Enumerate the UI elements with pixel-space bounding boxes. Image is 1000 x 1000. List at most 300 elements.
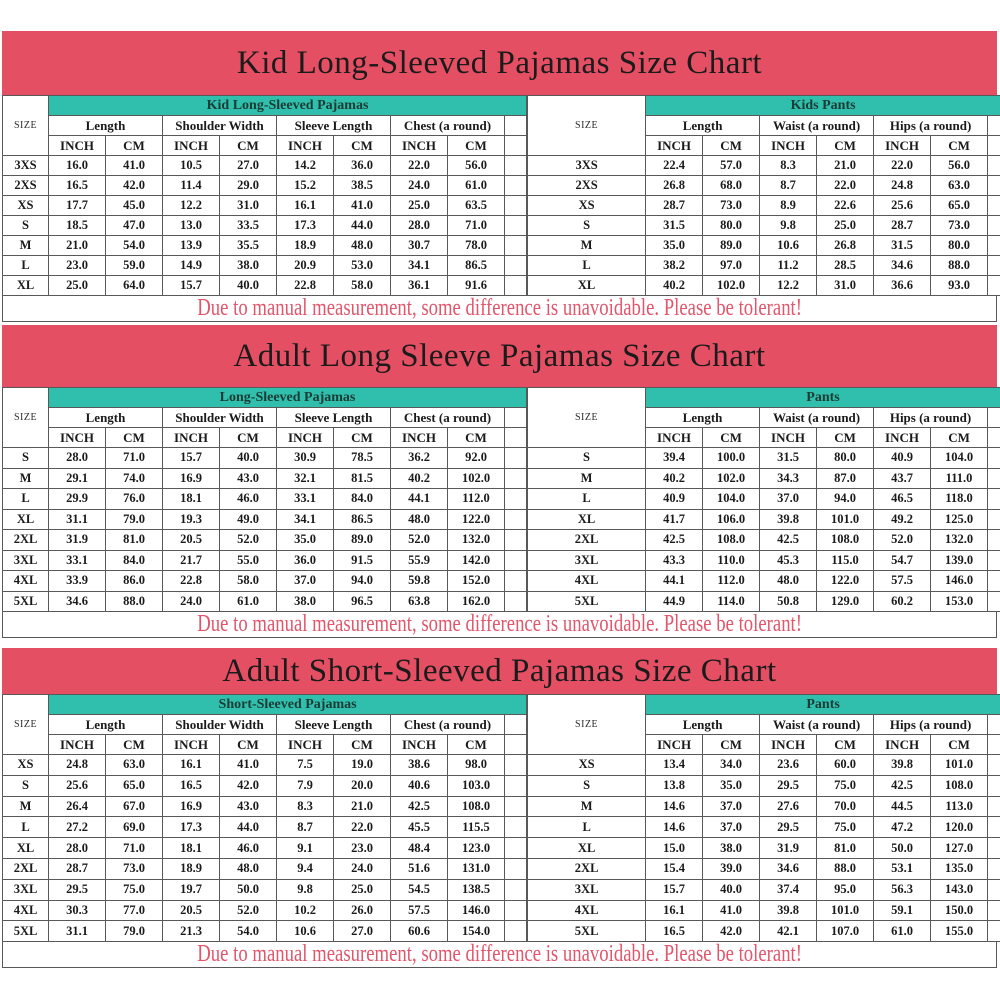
measurement-value: 10.6 [277, 921, 334, 942]
measurement-value: 34.1 [277, 509, 334, 530]
measurement-value: 14.6 [646, 817, 703, 838]
table-row [3, 236, 527, 256]
measurement-value: 16.5 [163, 775, 220, 796]
measurement-value: 146.0 [931, 571, 988, 592]
measurement-value: 153.0 [931, 591, 988, 612]
measurement-value: 155.0 [931, 921, 988, 942]
spacer-cell [988, 216, 1000, 236]
measurement-value: 113.0 [931, 796, 988, 817]
measurement-value: 108.0 [817, 530, 874, 551]
measurement-value: 38.2 [646, 256, 703, 276]
measurement-value: 106.0 [703, 509, 760, 530]
table-row [528, 879, 1000, 900]
measurement-value: 65.0 [931, 196, 988, 216]
size-column-header: SIZE [528, 96, 646, 156]
spacer-cell [505, 838, 527, 859]
table-header-band: Long-Sleeved Pajamas [49, 388, 527, 408]
unit-header: CM [931, 136, 988, 156]
measurement-value: 131.0 [448, 858, 505, 879]
measure-group-header: Hips (a round) [874, 116, 988, 136]
measurement-value: 27.0 [334, 921, 391, 942]
measurement-value: 34.6 [49, 591, 106, 612]
table-row [3, 530, 527, 551]
measurement-value: 37.0 [277, 571, 334, 592]
disclaimer-row [2, 611, 997, 638]
spacer-cell [505, 489, 527, 510]
measurement-value: 38.5 [334, 176, 391, 196]
size-label: 4XL [528, 900, 646, 921]
measurement-value: 75.0 [106, 879, 163, 900]
measurement-value: 67.0 [106, 796, 163, 817]
measurement-value: 12.2 [163, 196, 220, 216]
table-row [528, 196, 1000, 216]
size-label: 2XL [528, 530, 646, 551]
size-label: XL [3, 838, 49, 859]
measurement-value: 24.0 [391, 176, 448, 196]
measurement-value: 108.0 [703, 530, 760, 551]
unit-header: INCH [163, 428, 220, 448]
measurement-value: 111.0 [931, 468, 988, 489]
measurement-value: 16.1 [646, 900, 703, 921]
measurement-value: 42.5 [391, 796, 448, 817]
measurement-value: 125.0 [931, 509, 988, 530]
size-label: L [528, 256, 646, 276]
table-row [528, 489, 1000, 510]
unit-header: INCH [391, 735, 448, 755]
measurement-value: 73.0 [931, 216, 988, 236]
measurement-value: 8.3 [760, 156, 817, 176]
table-row [528, 755, 1000, 776]
measurement-value: 40.2 [391, 468, 448, 489]
measurement-value: 56.0 [448, 156, 505, 176]
measurement-value: 33.1 [277, 489, 334, 510]
measurement-value: 55.0 [220, 550, 277, 571]
measurement-value: 139.0 [931, 550, 988, 571]
measurement-value: 143.0 [931, 879, 988, 900]
spacer-cell [988, 591, 1000, 612]
spacer-cell [988, 176, 1000, 196]
measurement-value: 14.9 [163, 256, 220, 276]
measurement-value: 22.8 [277, 276, 334, 296]
measurement-value: 22.4 [646, 156, 703, 176]
measurement-value: 15.7 [646, 879, 703, 900]
measurement-value: 18.1 [163, 838, 220, 859]
unit-header: INCH [874, 136, 931, 156]
measurement-value: 36.0 [334, 156, 391, 176]
measurement-value: 39.8 [760, 509, 817, 530]
table-row [528, 256, 1000, 276]
size-label: S [3, 216, 49, 236]
measurement-value: 41.7 [646, 509, 703, 530]
measurement-value: 26.4 [49, 796, 106, 817]
measurement-value: 29.5 [760, 775, 817, 796]
measurement-value: 26.0 [334, 900, 391, 921]
measurement-value: 81.0 [106, 530, 163, 551]
measurement-value: 19.7 [163, 879, 220, 900]
measurement-value: 37.0 [703, 817, 760, 838]
table-row [3, 755, 527, 776]
spacer-cell [505, 256, 527, 276]
measurement-value: 13.0 [163, 216, 220, 236]
size-label: XL [3, 509, 49, 530]
spacer-cell [988, 448, 1000, 469]
measurement-value: 39.8 [760, 900, 817, 921]
spacer-cell [988, 116, 1000, 136]
measurement-value: 23.6 [760, 755, 817, 776]
measurement-value: 20.9 [277, 256, 334, 276]
spacer-cell [988, 550, 1000, 571]
measure-group-header: Waist (a round) [760, 715, 874, 735]
size-label: 3XL [528, 550, 646, 571]
measurement-value: 58.0 [334, 276, 391, 296]
spacer-cell [505, 428, 527, 448]
size-label: L [3, 256, 49, 276]
measurement-value: 38.0 [220, 256, 277, 276]
measurement-value: 45.0 [106, 196, 163, 216]
measurement-value: 84.0 [334, 489, 391, 510]
table-row [528, 530, 1000, 551]
measurement-value: 31.5 [646, 216, 703, 236]
unit-header: INCH [760, 428, 817, 448]
unit-header: INCH [646, 136, 703, 156]
table-row [528, 858, 1000, 879]
section-adult-long-sleeve [2, 325, 997, 638]
table-row [528, 571, 1000, 592]
measurement-value: 57.5 [391, 900, 448, 921]
spacer-cell [505, 136, 527, 156]
size-label: 2XL [3, 858, 49, 879]
measurement-value: 40.0 [220, 448, 277, 469]
measurement-value: 15.4 [646, 858, 703, 879]
spacer-cell [505, 176, 527, 196]
measurement-value: 104.0 [931, 448, 988, 469]
measurement-value: 21.7 [163, 550, 220, 571]
measurement-value: 40.6 [391, 775, 448, 796]
spacer-cell [505, 116, 527, 136]
measurement-value: 89.0 [334, 530, 391, 551]
spacer-cell [988, 817, 1000, 838]
measurement-value: 35.0 [703, 775, 760, 796]
spacer-cell [988, 489, 1000, 510]
size-label: 2XL [528, 858, 646, 879]
measurement-value: 13.4 [646, 755, 703, 776]
measurement-value: 54.0 [106, 236, 163, 256]
size-label: 2XL [3, 530, 49, 551]
measure-group-header: Chest (a round) [391, 408, 505, 428]
measurement-value: 28.7 [646, 196, 703, 216]
measurement-value: 41.0 [106, 156, 163, 176]
measurement-value: 24.8 [874, 176, 931, 196]
size-label: S [528, 775, 646, 796]
measurement-value: 20.0 [334, 775, 391, 796]
measurement-value: 39.0 [703, 858, 760, 879]
measurement-value: 42.5 [646, 530, 703, 551]
spacer-cell [505, 775, 527, 796]
measurement-value: 52.0 [220, 530, 277, 551]
spacer-cell [505, 156, 527, 176]
spacer-cell [988, 156, 1000, 176]
measurement-value: 41.0 [703, 900, 760, 921]
table-row [528, 276, 1000, 296]
measurement-value: 31.0 [220, 196, 277, 216]
table-row [528, 550, 1000, 571]
measurement-value: 43.0 [220, 468, 277, 489]
measure-group-header: Length [646, 715, 760, 735]
table-row [3, 571, 527, 592]
unit-header: CM [448, 735, 505, 755]
measurement-value: 36.1 [391, 276, 448, 296]
measurement-value: 40.2 [646, 468, 703, 489]
measurement-value: 15.7 [163, 448, 220, 469]
measurement-value: 20.5 [163, 530, 220, 551]
measurement-value: 16.5 [646, 921, 703, 942]
spacer-cell [505, 591, 527, 612]
measurement-value: 87.0 [817, 468, 874, 489]
measurement-value: 110.0 [703, 550, 760, 571]
measurement-value: 44.0 [220, 817, 277, 838]
measurement-value: 42.0 [106, 176, 163, 196]
spacer-cell [988, 879, 1000, 900]
measurement-value: 53.0 [334, 256, 391, 276]
measurement-value: 38.0 [277, 591, 334, 612]
spacer-cell [505, 530, 527, 551]
measurement-value: 50.0 [220, 879, 277, 900]
measurement-value: 55.9 [391, 550, 448, 571]
table-row [3, 276, 527, 296]
measurement-value: 118.0 [931, 489, 988, 510]
size-label: 5XL [3, 591, 49, 612]
measurement-value: 25.0 [49, 276, 106, 296]
measurement-value: 91.5 [334, 550, 391, 571]
table-row [528, 775, 1000, 796]
measurement-value: 77.0 [106, 900, 163, 921]
table-row [3, 468, 527, 489]
table-row [3, 448, 527, 469]
table-row [3, 817, 527, 838]
measurement-value: 44.1 [646, 571, 703, 592]
measurement-value: 58.0 [220, 571, 277, 592]
measurement-value: 69.0 [106, 817, 163, 838]
measurement-value: 48.0 [760, 571, 817, 592]
measurement-value: 47.2 [874, 817, 931, 838]
measurement-value: 27.0 [220, 156, 277, 176]
spacer-cell [505, 509, 527, 530]
measurement-value: 20.5 [163, 900, 220, 921]
measurement-value: 10.5 [163, 156, 220, 176]
measurement-value: 56.0 [931, 156, 988, 176]
table-header-band: Kid Long-Sleeved Pajamas [49, 96, 527, 116]
table-row [3, 176, 527, 196]
size-label: L [528, 817, 646, 838]
measurement-value: 22.0 [391, 156, 448, 176]
unit-header: CM [220, 136, 277, 156]
measure-group-header: Waist (a round) [760, 116, 874, 136]
measurement-value: 142.0 [448, 550, 505, 571]
measurement-value: 18.1 [163, 489, 220, 510]
measurement-value: 102.0 [448, 468, 505, 489]
measurement-value: 86.5 [334, 509, 391, 530]
measurement-value: 95.0 [817, 879, 874, 900]
measurement-value: 154.0 [448, 921, 505, 942]
size-label: XL [528, 276, 646, 296]
measurement-value: 122.0 [817, 571, 874, 592]
measurement-value: 25.0 [817, 216, 874, 236]
section-title: Adult Long Sleeve Pajamas Size Chart [233, 337, 766, 374]
measurement-value: 98.0 [448, 755, 505, 776]
size-label: L [3, 489, 49, 510]
measurement-value: 127.0 [931, 838, 988, 859]
measurement-value: 29.5 [760, 817, 817, 838]
measurement-value: 57.5 [874, 571, 931, 592]
measurement-value: 11.4 [163, 176, 220, 196]
measurement-value: 16.0 [49, 156, 106, 176]
unit-header: CM [931, 428, 988, 448]
spacer-cell [988, 256, 1000, 276]
measurement-value: 152.0 [448, 571, 505, 592]
size-label: S [528, 448, 646, 469]
measurement-value: 75.0 [817, 817, 874, 838]
spacer-cell [988, 428, 1000, 448]
measurement-value: 34.6 [874, 256, 931, 276]
measurement-value: 78.0 [448, 236, 505, 256]
measure-group-header: Waist (a round) [760, 408, 874, 428]
measurement-value: 13.8 [646, 775, 703, 796]
table-header-band: Short-Sleeved Pajamas [49, 695, 527, 715]
measurement-value: 46.5 [874, 489, 931, 510]
unit-header: INCH [277, 428, 334, 448]
measurement-value: 123.0 [448, 838, 505, 859]
measurement-value: 15.2 [277, 176, 334, 196]
unit-header: CM [703, 735, 760, 755]
unit-header: CM [220, 428, 277, 448]
size-label: XS [3, 755, 49, 776]
table-row [3, 196, 527, 216]
measurement-value: 70.0 [817, 796, 874, 817]
measurement-value: 100.0 [703, 448, 760, 469]
section-title-banner [2, 648, 997, 694]
measurement-value: 114.0 [703, 591, 760, 612]
size-label: S [3, 775, 49, 796]
unit-header: INCH [277, 136, 334, 156]
unit-header: INCH [760, 136, 817, 156]
measurement-value: 29.1 [49, 468, 106, 489]
measure-group-header: Shoulder Width [163, 116, 277, 136]
spacer-cell [505, 755, 527, 776]
measurement-value: 81.0 [817, 838, 874, 859]
measurement-value: 101.0 [817, 900, 874, 921]
measurement-value: 129.0 [817, 591, 874, 612]
measurement-value: 40.9 [874, 448, 931, 469]
measurement-value: 17.7 [49, 196, 106, 216]
spacer-cell [988, 408, 1000, 428]
spacer-cell [988, 530, 1000, 551]
spacer-cell [505, 715, 527, 735]
measurement-value: 22.0 [817, 176, 874, 196]
disclaimer-row [2, 295, 997, 322]
size-column-header: SIZE [3, 695, 49, 755]
measure-group-header: Length [49, 116, 163, 136]
table-row [3, 921, 527, 942]
measurement-value: 21.0 [817, 156, 874, 176]
spacer-cell [988, 796, 1000, 817]
section-title-banner [2, 31, 997, 95]
measurement-value: 15.0 [646, 838, 703, 859]
table-row [3, 796, 527, 817]
measurement-value: 8.7 [277, 817, 334, 838]
measurement-value: 71.0 [106, 448, 163, 469]
measurement-value: 24.0 [163, 591, 220, 612]
measurement-value: 44.5 [874, 796, 931, 817]
size-label: M [3, 468, 49, 489]
section-title: Kid Long-Sleeved Pajamas Size Chart [236, 44, 763, 81]
measurement-value: 12.2 [760, 276, 817, 296]
measurement-value: 71.0 [448, 216, 505, 236]
measurement-value: 48.0 [334, 236, 391, 256]
size-label: 4XL [3, 900, 49, 921]
measurement-value: 35.5 [220, 236, 277, 256]
measure-group-header: Length [49, 408, 163, 428]
disclaimer-row [2, 941, 997, 968]
measurement-value: 28.0 [49, 448, 106, 469]
table-header-band: Kids Pants [646, 96, 1000, 116]
measurement-value: 28.5 [817, 256, 874, 276]
measurement-value: 31.1 [49, 509, 106, 530]
size-column-header: SIZE [3, 96, 49, 156]
table-row [528, 468, 1000, 489]
spacer-cell [988, 735, 1000, 755]
measurement-value: 25.0 [334, 879, 391, 900]
table-row [528, 509, 1000, 530]
size-column-header: SIZE [3, 388, 49, 448]
measurement-value: 101.0 [817, 509, 874, 530]
measurement-value: 54.5 [391, 879, 448, 900]
measurement-value: 48.0 [391, 509, 448, 530]
measurement-value: 9.1 [277, 838, 334, 859]
spacer-cell [505, 858, 527, 879]
unit-header: INCH [163, 136, 220, 156]
unit-header: CM [334, 428, 391, 448]
measurement-value: 150.0 [931, 900, 988, 921]
spacer-cell [988, 509, 1000, 530]
measurement-value: 51.6 [391, 858, 448, 879]
measurement-value: 9.4 [277, 858, 334, 879]
size-label: 3XL [3, 550, 49, 571]
measurement-value: 30.3 [49, 900, 106, 921]
measurement-value: 138.5 [448, 879, 505, 900]
unit-header: INCH [49, 428, 106, 448]
measurement-value: 46.0 [220, 489, 277, 510]
measurement-value: 44.1 [391, 489, 448, 510]
measure-group-header: Shoulder Width [163, 715, 277, 735]
spacer-cell [988, 900, 1000, 921]
measurement-value: 27.6 [760, 796, 817, 817]
measurement-value: 97.0 [703, 256, 760, 276]
unit-header: INCH [646, 428, 703, 448]
spacer-cell [505, 921, 527, 942]
unit-header: CM [448, 136, 505, 156]
measurement-value: 33.5 [220, 216, 277, 236]
measurement-value: 79.0 [106, 921, 163, 942]
adult-long-sleeve-pajamas-size-table [2, 387, 527, 612]
measurement-value: 132.0 [448, 530, 505, 551]
measurement-value: 84.0 [106, 550, 163, 571]
table-header-band: Pants [646, 388, 1000, 408]
measurement-value: 94.0 [334, 571, 391, 592]
measure-group-header: Sleeve Length [277, 116, 391, 136]
measurement-value: 30.7 [391, 236, 448, 256]
measurement-value: 76.0 [106, 489, 163, 510]
measurement-value: 61.0 [220, 591, 277, 612]
